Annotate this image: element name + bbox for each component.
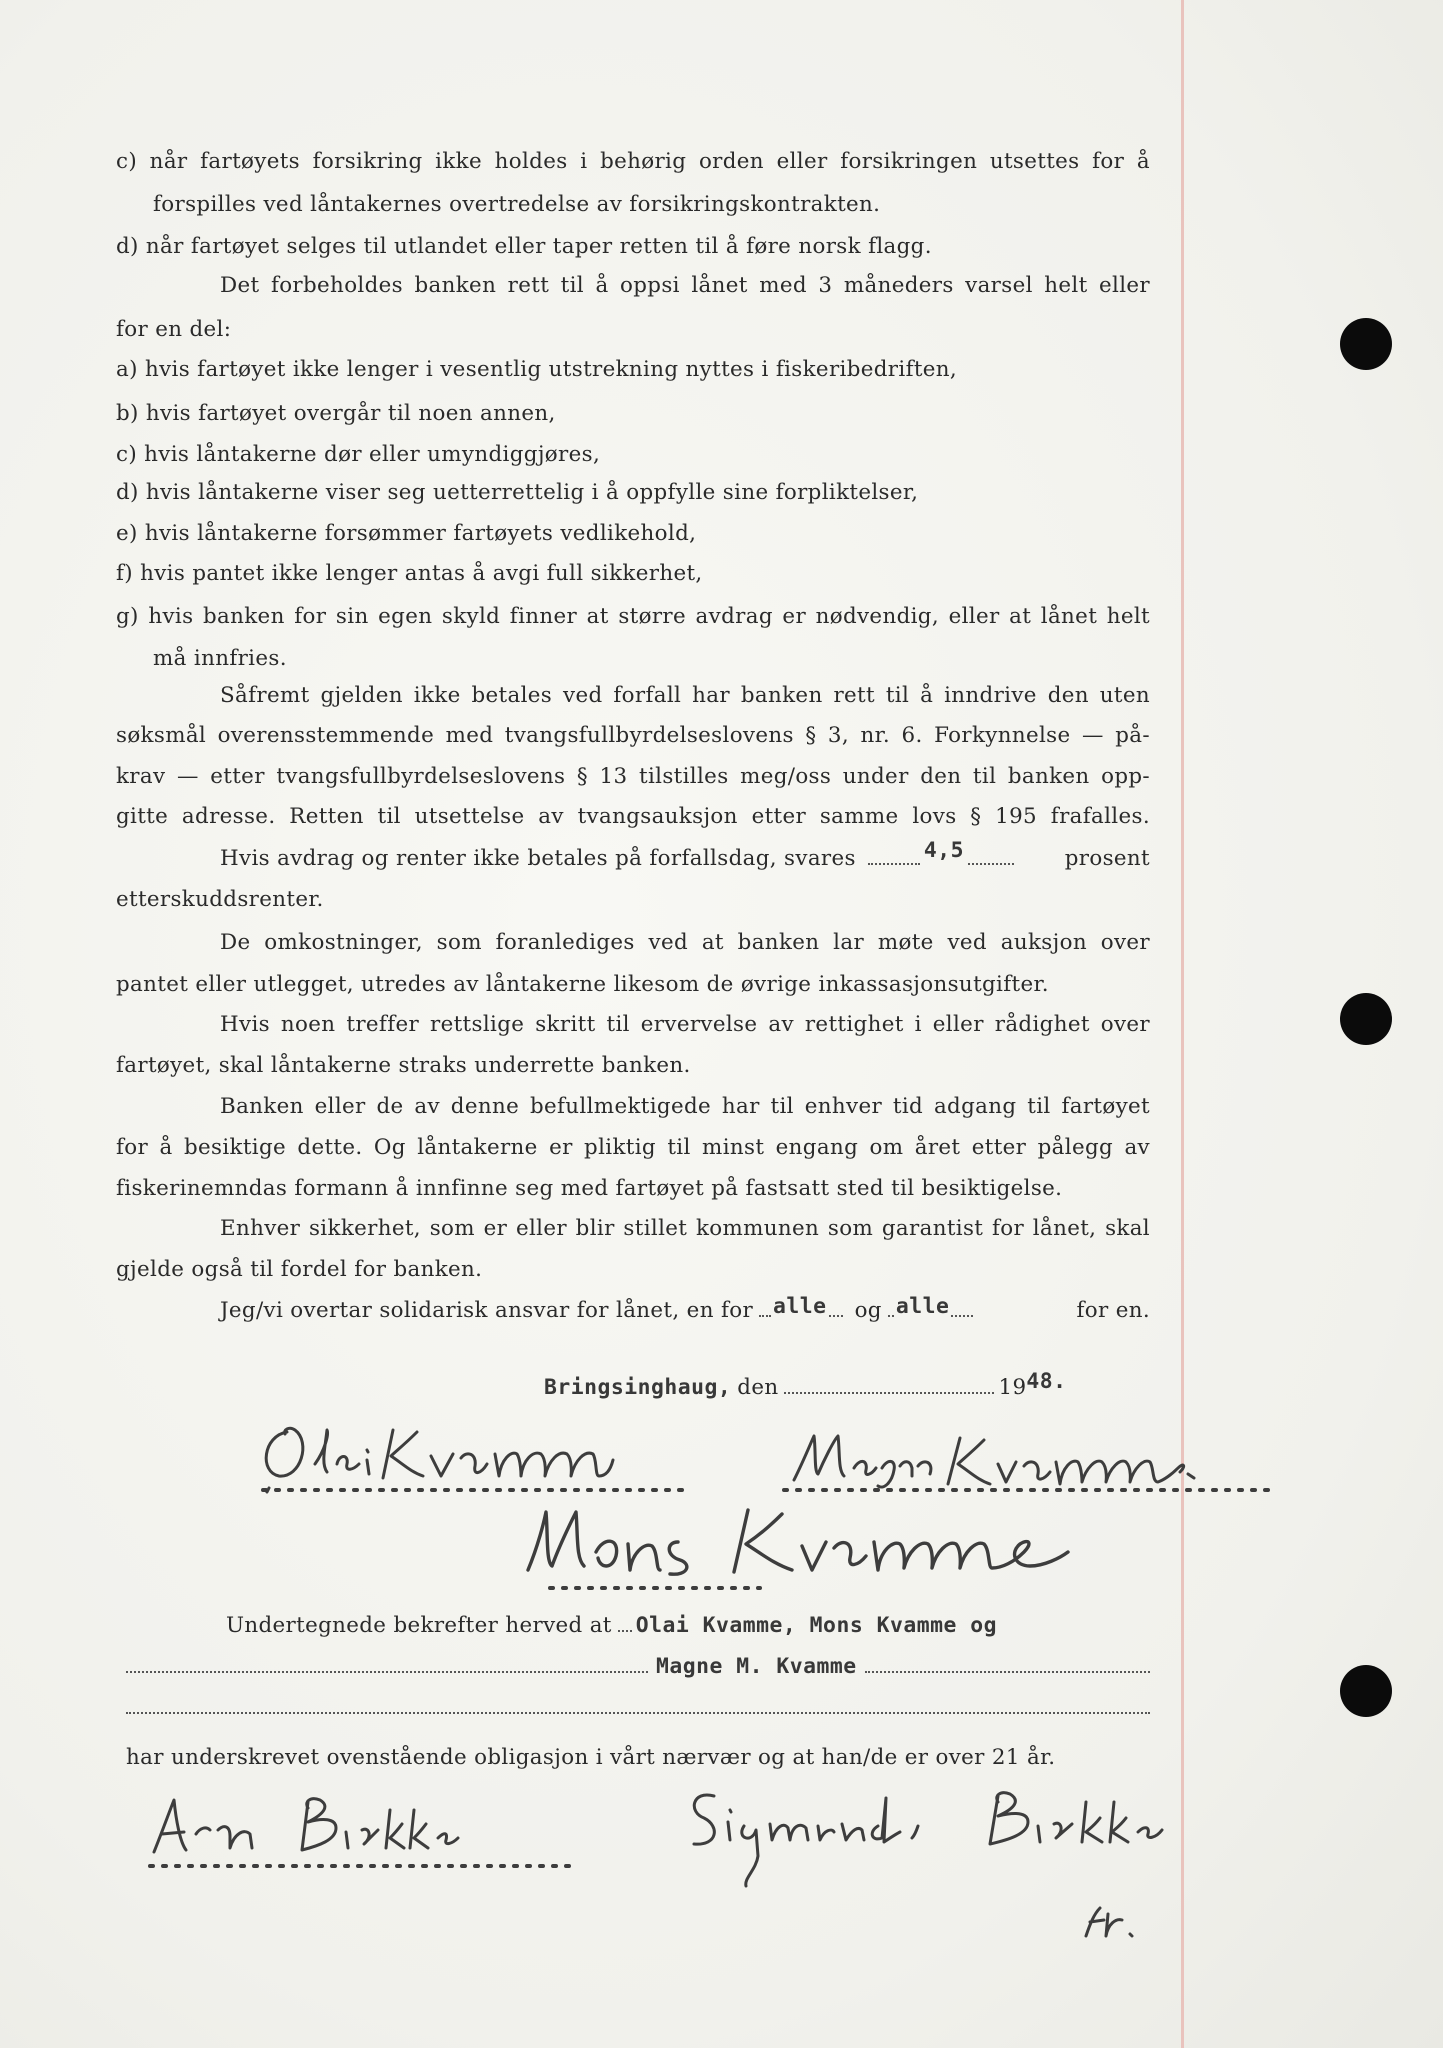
interest-suffix: prosent — [1064, 846, 1150, 871]
enforcement-line-1: Såfremt gjelden ikke betales ved forfall har banken rett til å inndrive den uten — [220, 683, 1150, 708]
signature-olai-kvamme — [255, 1420, 695, 1492]
liability-line — [220, 1294, 1150, 1325]
inspection-line-2: for å besiktige dette. Og låntakerne er pliktig til minst engang om året etter pålegg av — [116, 1135, 1150, 1160]
interest-prefix: Hvis avdrag og renter ikke betales på forfallsdag, svares — [220, 846, 856, 871]
condition-a: a) hvis fartøyet ikke lenger i vesentlig utstrekning nyttes i fiskeribedriften, — [116, 357, 958, 382]
confirmation-blank-line — [126, 1694, 1150, 1722]
condition-d: d) hvis låntakerne viser seg uetterrettelig i å oppfylle sine forpliktelser, — [116, 480, 919, 505]
signature-witness-2 — [668, 1782, 1228, 1892]
date-dots — [784, 1374, 994, 1394]
interest-dots-right — [968, 845, 1014, 865]
punch-hole-top — [1340, 318, 1392, 370]
legal-steps-line-2: fartøyet, skal låntakerne straks underrette banken. — [116, 1053, 691, 1078]
signature-witness-1-text — [0, 0, 1, 1]
confirmation-closing: har underskrevet ovenstående obligasjon i vårt nærvær og at han/de er over 21 år. — [126, 1745, 1056, 1770]
condition-f: f) hvis pantet ikke lenger antas å avgi full sikkerhet, — [116, 561, 703, 586]
confirmation-dots-1 — [618, 1612, 632, 1632]
liability-middle: og — [854, 1298, 882, 1323]
year-prefix: 19 — [998, 1375, 1027, 1400]
confirmation-dots-3 — [865, 1653, 1150, 1673]
punch-hole-middle — [1340, 993, 1392, 1045]
liability-dots-1b — [829, 1297, 843, 1317]
confirmation-names-1: Olai Kvamme, Mons Kvamme og — [635, 1613, 997, 1638]
red-margin-line — [1181, 0, 1184, 2048]
clause-c-line-1: c) når fartøyets forsikring ikke holdes i behørig orden eller forsikringen utsettes for å — [116, 149, 1150, 174]
confirmation-names-2: Magne M. Kvamme — [656, 1654, 857, 1679]
den-label: den — [737, 1375, 779, 1400]
costs-line-2: pantet eller utlegget, utredes av låntakerne likesom de øvrige inkassasjonsutgifter. — [116, 972, 1049, 997]
confirmation-dots-4 — [126, 1694, 1150, 1714]
inspection-line-3: fiskerinemndas formann å innfinne seg med fartøyet på fastsatt sted til besiktigelse. — [116, 1176, 1063, 1201]
liability-fill-1: alle — [773, 1294, 827, 1319]
annotation-fr-text — [0, 0, 1, 1]
security-line-2: gjelde også til fordel for banken. — [116, 1257, 483, 1282]
liability-dots-2a — [888, 1297, 894, 1317]
year-fill: 48. — [1026, 1369, 1067, 1394]
reservation-line-1: Det forbeholdes banken rett til å oppsi lånet med 3 måneders varsel helt eller — [220, 273, 1150, 298]
costs-line-1: De omkostninger, som foranlediges ved at banken lar møte ved auksjon over — [220, 930, 1150, 955]
punch-hole-bottom — [1340, 1665, 1392, 1717]
condition-c: c) hvis låntakerne dør eller umyndiggjøres, — [116, 442, 601, 467]
condition-e: e) hvis låntakerne forsømmer fartøyets vedlikehold, — [116, 521, 697, 546]
condition-b: b) hvis fartøyet overgår til noen annen, — [116, 401, 556, 426]
place-date-line — [544, 1369, 1174, 1402]
confirmation-dots-2 — [126, 1653, 648, 1673]
confirmation-prefix: Undertegnede bekrefter herved at — [226, 1613, 612, 1638]
reservation-line-2: for en del: — [116, 317, 232, 342]
clause-c-line-2: forspilles ved låntakernes overtredelse av forsikringskontrakten. — [153, 192, 881, 217]
liability-suffix: for en. — [1076, 1298, 1150, 1323]
legal-steps-line-1: Hvis noen treffer rettslige skritt til ervervelse av rettighet i eller rådighet over — [220, 1012, 1150, 1037]
interest-line-2: etterskuddsrenter. — [116, 887, 324, 912]
signature-mons-kvamme — [520, 1500, 1140, 1592]
signature-magne-kvamme — [784, 1430, 1294, 1492]
interest-dots-left — [868, 845, 920, 865]
signature-olai-kvamme-text — [0, 0, 1, 1]
confirmation-line-1 — [226, 1612, 997, 1640]
signature-magne-kvamme-text — [0, 0, 1, 1]
interest-line-1 — [220, 838, 1150, 873]
liability-fill-2: alle — [895, 1294, 950, 1319]
enforcement-line-3: krav — etter tvangsfullbyrdelseslovens § 13 tilstilles meg/oss under den til banken opp- — [116, 764, 1150, 789]
clause-d: d) når fartøyet selges til utlandet eller taper retten til å føre norsk flagg. — [116, 234, 932, 259]
enforcement-line-4: gitte adresse. Retten til utsettelse av tvangsauksjon etter samme lovs § 195 frafalles. — [116, 804, 1150, 829]
place: Bringsinghaug, — [544, 1375, 732, 1400]
inspection-line-1: Banken eller de av denne befullmektigede har til enhver tid adgang til fartøyet — [220, 1094, 1150, 1119]
confirmation-line-2 — [126, 1653, 1150, 1681]
liability-prefix: Jeg/vi overtar solidarisk ansvar for lånet, en for — [220, 1298, 754, 1323]
interest-rate: 4,5 — [923, 838, 964, 863]
condition-g-line-2: må innfries. — [153, 646, 287, 671]
signature-mons-kvamme-text — [0, 0, 1, 1]
enforcement-line-2: søksmål overensstemmende med tvangsfullbyrdelseslovens § 3, nr. 6. Forkynnelse — på- — [116, 723, 1150, 748]
security-line-1: Enhver sikkerhet, som er eller blir stillet kommunen som garantist for lånet, skal — [220, 1216, 1150, 1241]
annotation-fr — [1078, 1896, 1148, 1946]
condition-g-line-1: g) hvis banken for sin egen skyld finner at større avdrag er nødvendig, eller at lånet helt — [116, 604, 1150, 629]
liability-dots-1a — [759, 1297, 771, 1317]
liability-dots-2b — [951, 1297, 973, 1317]
signature-witness-2-text — [0, 0, 1, 1]
signature-witness-1 — [140, 1790, 580, 1870]
